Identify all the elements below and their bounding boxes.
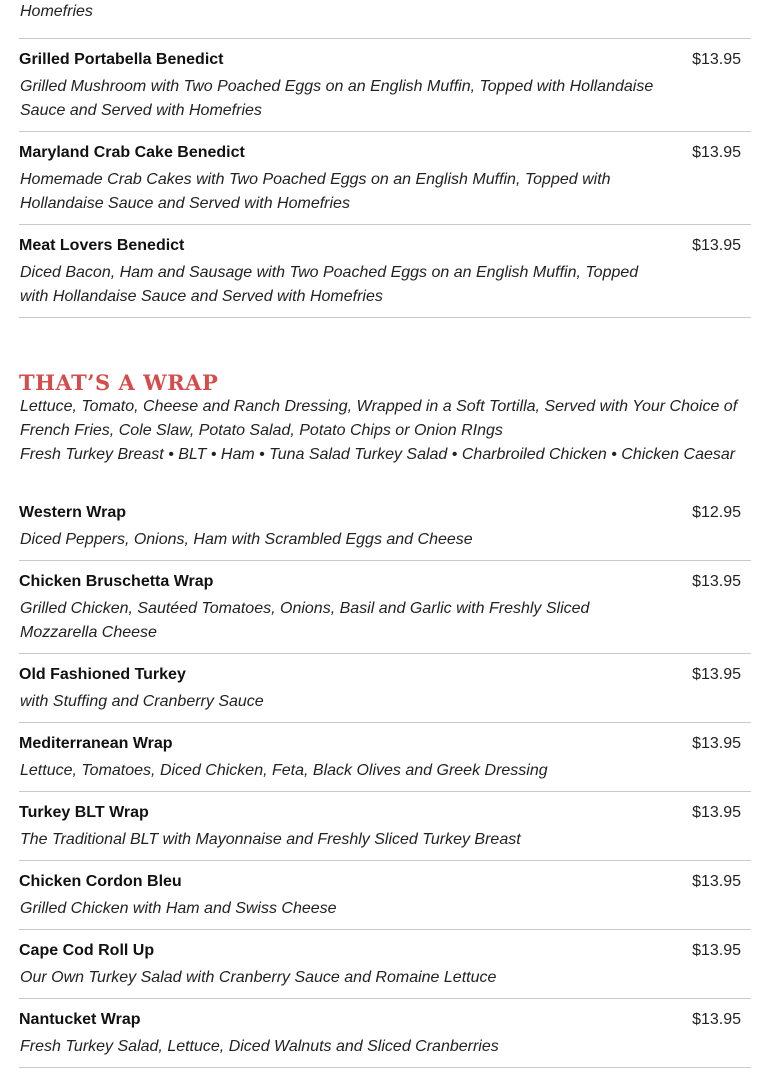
section-title: THAT’S A WRAP — [19, 370, 219, 395]
item-price: $13.95 — [692, 735, 741, 752]
item-price: $13.95 — [692, 666, 741, 683]
item-name: Mediterranean Wrap — [19, 735, 173, 752]
item-description: Grilled Chicken, Sautéed Tomatoes, Onions, Basil and Garlic with Freshly Sliced Mozzarella Cheese — [20, 600, 590, 641]
menu-item — [19, 573, 751, 654]
item-price: $13.95 — [692, 51, 741, 68]
menu-item — [19, 942, 751, 999]
section-intro-line: Fresh Turkey Breast • BLT • Ham • Tuna Salad Turkey Salad • Charbroiled Chicken • Chicken Caesar — [20, 446, 736, 463]
menu-item — [19, 1011, 751, 1068]
menu-item — [19, 144, 751, 225]
item-price: $12.95 — [692, 504, 741, 521]
item-name: Meat Lovers Benedict — [19, 237, 185, 254]
menu-item — [19, 873, 751, 930]
section-intro — [20, 395, 750, 467]
item-price: $13.95 — [692, 942, 741, 959]
item-description: Our Own Turkey Salad with Cranberry Sauce and Romaine Lettuce — [20, 969, 497, 986]
item-name: Nantucket Wrap — [19, 1011, 141, 1028]
item-price: $13.95 — [692, 873, 741, 890]
divider — [19, 38, 751, 39]
item-name: Maryland Crab Cake Benedict — [19, 144, 245, 161]
menu-item — [19, 666, 751, 723]
item-description: Grilled Chicken with Ham and Swiss Cheese — [20, 900, 337, 917]
item-description: The Traditional BLT with Mayonnaise and Freshly Sliced Turkey Breast — [20, 831, 521, 848]
item-description: with Stuffing and Cranberry Sauce — [20, 693, 264, 710]
item-name: Chicken Cordon Bleu — [19, 873, 182, 890]
item-description: Diced Peppers, Onions, Ham with Scrambled Eggs and Cheese — [20, 531, 473, 548]
item-description: Homemade Crab Cakes with Two Poached Eggs on an English Muffin, Topped with Hollandaise Sauce and Served with Homefries — [20, 171, 611, 212]
item-name: Western Wrap — [19, 504, 126, 521]
menu-item — [19, 51, 751, 132]
item-name: Turkey BLT Wrap — [19, 804, 149, 821]
section-intro-line: Lettuce, Tomato, Cheese and Ranch Dressing, Wrapped in a Soft Tortilla, Served with Your Choice of French Fries, Cole Slaw, Potato Salad, Potato Chips or Onion RIngs — [20, 398, 738, 439]
menu-item — [19, 504, 751, 561]
item-description: Grilled Mushroom with Two Poached Eggs on an English Muffin, Topped with Hollandaise Sauce and Served with Homefries — [20, 78, 654, 119]
item-name: Chicken Bruschetta Wrap — [19, 573, 214, 590]
previous-item-description-fragment: Homefries — [20, 3, 93, 20]
item-price: $13.95 — [692, 573, 741, 590]
item-name: Grilled Portabella Benedict — [19, 51, 224, 68]
item-name: Cape Cod Roll Up — [19, 942, 155, 959]
menu-item — [19, 735, 751, 792]
menu-item — [19, 237, 751, 318]
item-name: Old Fashioned Turkey — [19, 666, 186, 683]
item-description: Diced Bacon, Ham and Sausage with Two Poached Eggs on an English Muffin, Topped with Hollandaise Sauce and Served with Homefries — [20, 264, 639, 305]
item-price: $13.95 — [692, 144, 741, 161]
item-description: Fresh Turkey Salad, Lettuce, Diced Walnuts and Sliced Cranberries — [20, 1038, 499, 1055]
menu-item — [19, 804, 751, 861]
item-price: $13.95 — [692, 1011, 741, 1028]
item-price: $13.95 — [692, 804, 741, 821]
item-description: Lettuce, Tomatoes, Diced Chicken, Feta, Black Olives and Greek Dressing — [20, 762, 548, 779]
item-price: $13.95 — [692, 237, 741, 254]
